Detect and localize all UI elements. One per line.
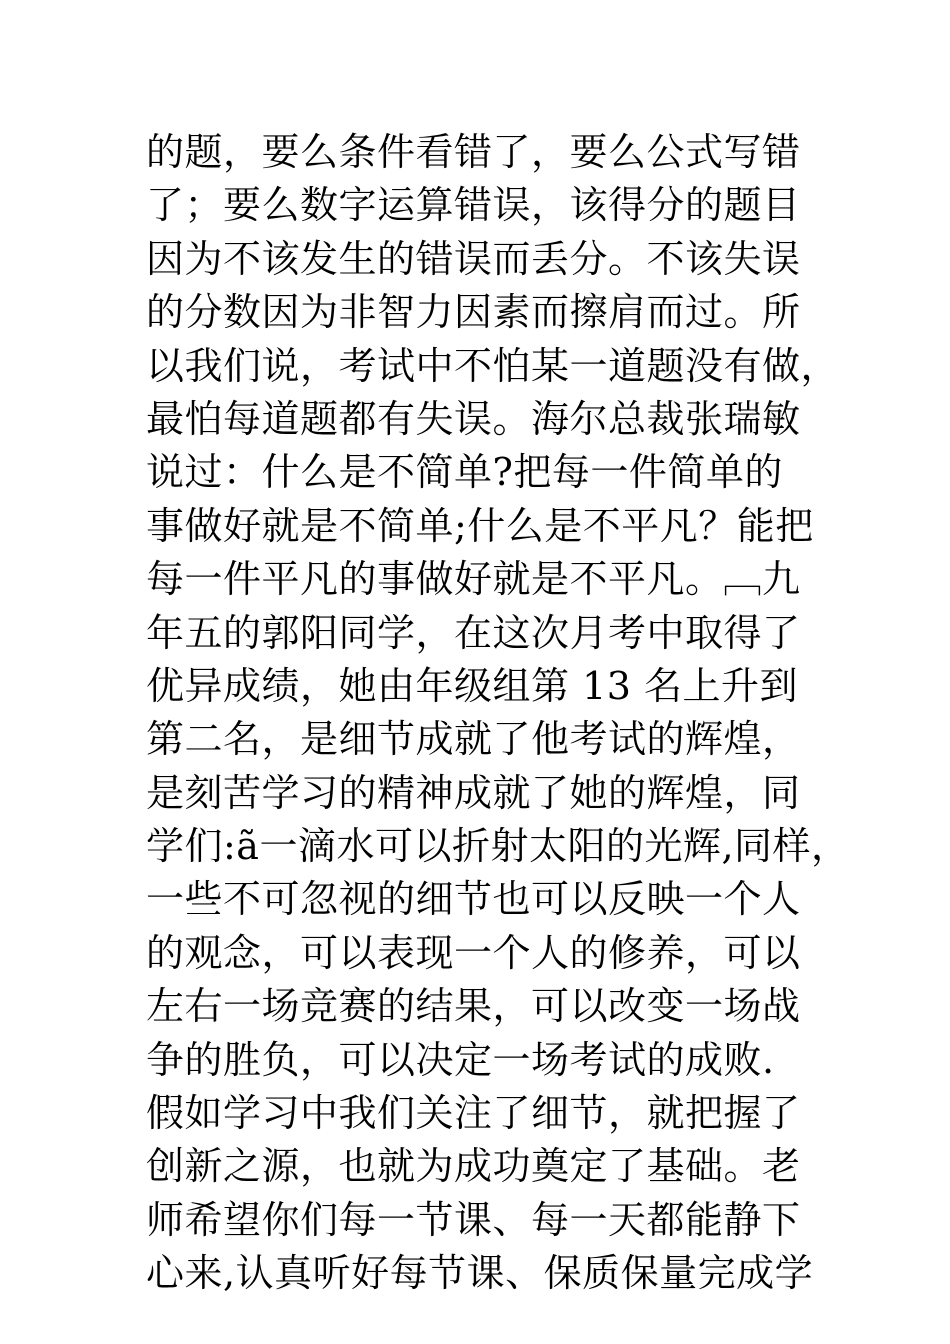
text-line: 一些不可忽视的细节也可以反映一个人 — [146, 877, 801, 922]
text-line: 左右一场竞赛的结果，可以改变一场战 — [146, 984, 801, 1029]
text-line: 师希望你们每一节课、每一天都能静下 — [146, 1197, 801, 1242]
body-text — [146, 126, 850, 1301]
text-line: 了；要么数字运算错误，该得分的题目 — [146, 183, 801, 228]
text-line: 争的胜负，可以决定一场考试的成败. — [146, 1037, 775, 1082]
text-line: 创新之源，也就为成功奠定了基础。老 — [146, 1144, 801, 1189]
text-line: 优异成绩，她由年级组第 13 名上升到 — [146, 663, 799, 708]
text-line: 的观念，可以表现一个人的修养，可以 — [146, 930, 801, 975]
text-line: 事做好就是不简单;什么是不平凡？能把 — [146, 503, 814, 548]
text-line: 年五的郭阳同学，在这次月考中取得了 — [146, 610, 801, 655]
text-line: 的题，要么条件看错了，要么公式写错 — [146, 130, 801, 174]
text-line: 说过：什么是不简单?把每一件简单的 — [146, 450, 783, 495]
text-line: 因为不该发生的错误而丢分。不该失误 — [146, 236, 801, 281]
text-line: 第二名，是细节成就了他考试的辉煌， — [146, 717, 801, 762]
text-line: 是刻苦学习的精神成就了她的辉煌，同 — [146, 770, 801, 815]
text-line: 的分数因为非智力因素而擦肩而过。所 — [146, 290, 801, 335]
text-line: 学们:ã一滴水可以折射太阳的光辉,同样， — [146, 824, 850, 869]
text-line: 最怕每道题都有失误。海尔总裁张瑞敏 — [146, 396, 801, 441]
text-line: 每一件平凡的事做好就是不平凡。﹇九 — [146, 557, 801, 602]
text-line: 心来,认真听好每节课、保质保量完成学 — [146, 1251, 814, 1296]
text-line: 以我们说，考试中不怕某一道题没有做， — [146, 343, 840, 388]
text-line: 假如学习中我们关注了细节，就把握了 — [146, 1091, 801, 1136]
